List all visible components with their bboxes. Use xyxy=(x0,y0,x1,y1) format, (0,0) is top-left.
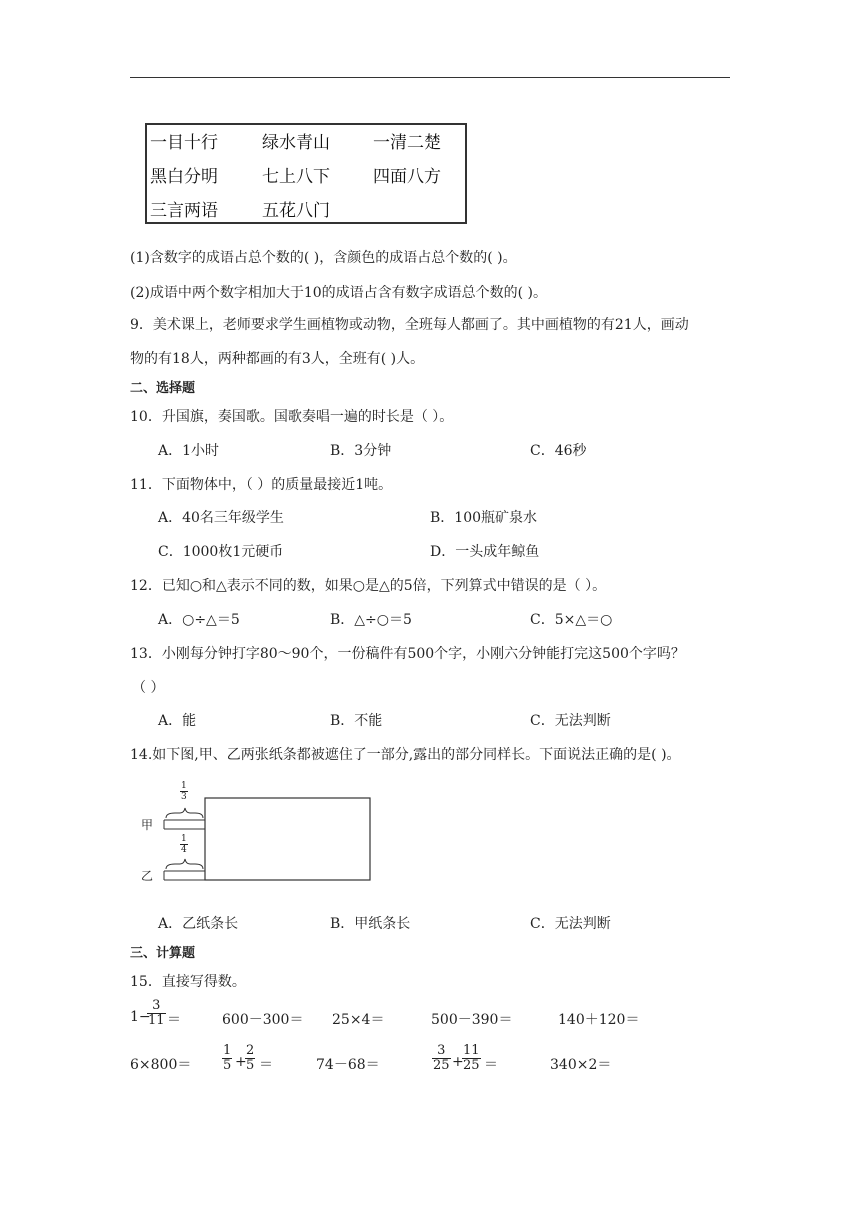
idiom-cell: 绿水青山 xyxy=(262,133,330,153)
q14-option-a: A．乙纸条长 xyxy=(158,916,239,932)
idiom-cell: 四面八方 xyxy=(373,167,441,187)
q10-option-b: B．3分钟 xyxy=(330,443,392,459)
q13-line1: 13．小刚每分钟打字80～90个，一份稿件有500个字，小刚六分钟能打完这500个字吗？ xyxy=(130,646,685,662)
section-heading-calc: 三、计算题 xyxy=(130,946,196,961)
idiom-cell: 三言两语 xyxy=(150,201,218,221)
q12-option-b: B．△÷○＝5 xyxy=(330,612,412,628)
idiom-cell: 黑白分明 xyxy=(150,167,218,187)
q9-line1: 9．美术课上，老师要求学生画植物或动物，全班每人都画了。其中画植物的有21人，画动 xyxy=(130,317,689,333)
idiom-cell: 七上八下 xyxy=(262,167,330,187)
idiom-cell: 五花八门 xyxy=(262,201,330,221)
calc-3: 25×4＝ xyxy=(332,1012,385,1028)
calc-5: 140＋120＝ xyxy=(558,1012,640,1028)
top-rule xyxy=(130,77,730,78)
idiom-table xyxy=(145,123,467,224)
calc-9-equals: ＝ xyxy=(484,1057,498,1073)
calc-6: 6×800＝ xyxy=(130,1057,192,1073)
calc-1-fraction: $\frac{3}{11}$ xyxy=(148,998,165,1028)
label-yi: 乙 xyxy=(141,869,154,883)
calc-2: 600－300＝ xyxy=(222,1012,304,1028)
section-heading-choice: 二、选择题 xyxy=(130,381,196,396)
q14-stem: 14.如下图,甲、乙两张纸条都被遮住了一部分,露出的部分同样长。下面说法正确的是( )。 xyxy=(130,747,681,763)
q13-option-a: A．能 xyxy=(158,713,197,729)
calc-8: 74－68＝ xyxy=(316,1057,380,1073)
q13-option-b: B．不能 xyxy=(330,713,383,729)
q14-option-c: C．无法判断 xyxy=(530,916,611,932)
calc-9-fraction-b: $\frac{11}{25}$ xyxy=(463,1043,480,1073)
q12-option-a: A．○÷△＝5 xyxy=(158,612,240,628)
calc-7-fraction-b: $\frac{2}{5}$ xyxy=(246,1043,255,1073)
q8-part2: (2)成语中两个数字相加大于10的成语占含有数字成语总个数的( )。 xyxy=(130,285,548,301)
q8-part1: (1)含数字的成语占总个数的( )，含颜色的成语占总个数的( )。 xyxy=(130,250,517,266)
fraction-jia: $\frac{1}{3}$ xyxy=(181,781,187,802)
q13-option-c: C．无法判断 xyxy=(530,713,611,729)
label-jia: 甲 xyxy=(141,818,154,832)
paper-strip-diagram xyxy=(140,778,380,888)
calc-1-equals: ＝ xyxy=(167,1012,181,1028)
q11-option-d: D．一头成年鲸鱼 xyxy=(430,544,540,560)
q11-stem: 11．下面物体中，（ ）的质量最接近1吨。 xyxy=(130,477,393,493)
q10-option-c: C．46秒 xyxy=(530,443,587,459)
q10-option-a: A．1小时 xyxy=(158,443,220,459)
idiom-cell: 一清二楚 xyxy=(373,133,441,153)
q11-option-a: A．40名三年级学生 xyxy=(158,510,284,526)
calc-7-plus: + xyxy=(235,1054,247,1070)
q12-option-c: C．5×△＝○ xyxy=(530,612,613,628)
fraction-yi: $\frac{1}{4}$ xyxy=(181,834,187,855)
calc-10: 340×2＝ xyxy=(550,1057,612,1073)
q12-stem: 12．已知○和△表示不同的数，如果○是△的5倍，下列算式中错误的是（ ）。 xyxy=(130,578,607,594)
covering-rectangle xyxy=(205,798,370,880)
q13-line2: （ ） xyxy=(132,680,165,696)
q10-stem: 10．升国旗，奏国歌。国歌奏唱一遍的时长是（ ）。 xyxy=(130,409,454,425)
calc-4: 500－390＝ xyxy=(431,1012,513,1028)
diagram-lines xyxy=(140,778,380,888)
calc-7-fraction-a: $\frac{1}{5}$ xyxy=(223,1043,232,1073)
calc-9-plus: + xyxy=(452,1054,464,1070)
calc-7-equals: ＝ xyxy=(259,1057,273,1073)
idiom-cell: 一目十行 xyxy=(150,133,218,153)
calc-1-prefix: 1− xyxy=(130,1009,151,1025)
calc-9-fraction-a: $\frac{3}{25}$ xyxy=(433,1043,450,1073)
q11-option-c: C．1000枚1元硬币 xyxy=(158,544,284,560)
q14-option-b: B．甲纸条长 xyxy=(330,916,411,932)
q9-line2: 物的有18人，两种都画的有3人，全班有( )人。 xyxy=(130,351,425,367)
q15-stem: 15．直接写得数。 xyxy=(130,974,246,990)
q11-option-b: B．100瓶矿泉水 xyxy=(430,510,538,526)
